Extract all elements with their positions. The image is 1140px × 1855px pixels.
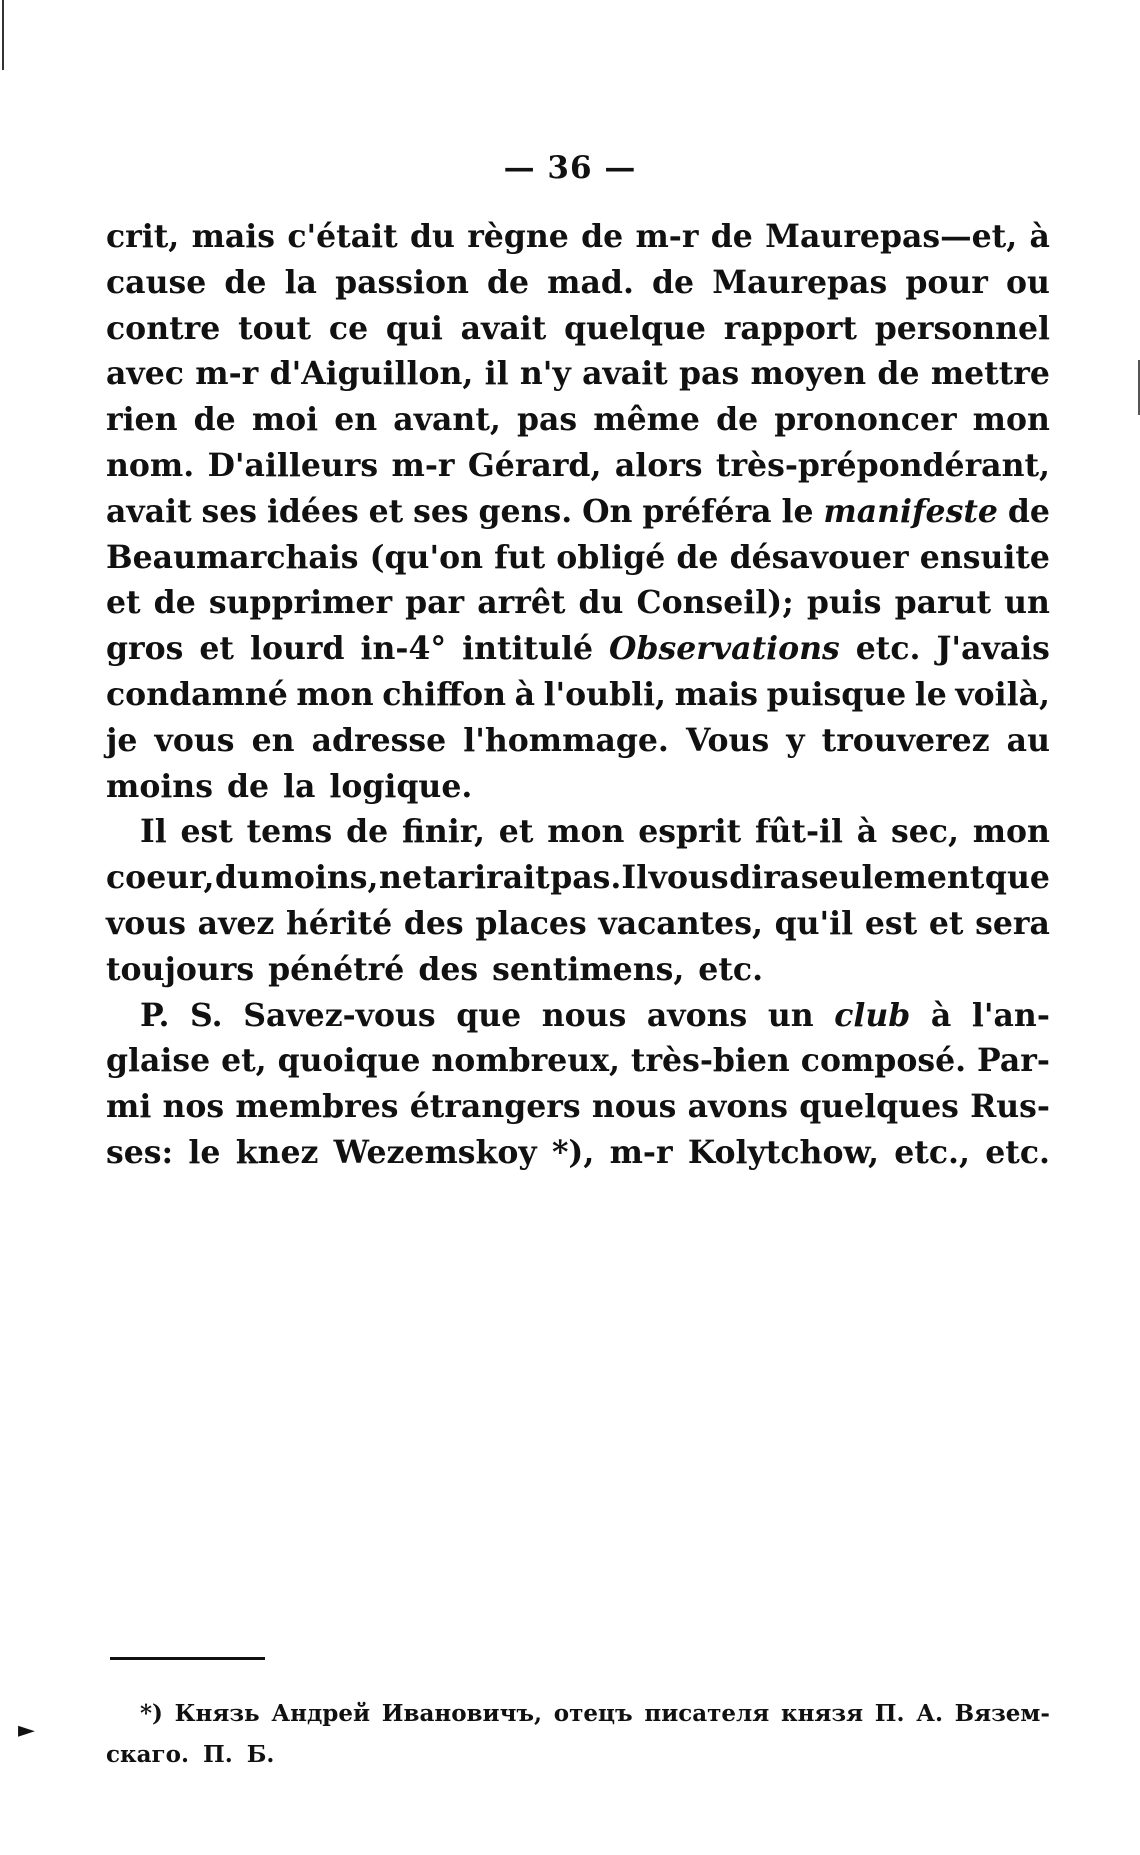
word: nos	[162, 1088, 225, 1126]
word: du	[578, 584, 624, 622]
word: писателя	[644, 1700, 770, 1727]
text-line	[106, 1084, 1050, 1130]
text-line	[106, 1130, 1050, 1176]
word: mad.	[547, 263, 634, 301]
word: membres	[235, 1088, 399, 1126]
word: et	[106, 584, 141, 622]
word: П.	[874, 1700, 905, 1727]
word: c'était	[287, 218, 398, 255]
word: étrangers	[409, 1088, 581, 1126]
footnote	[106, 1693, 1050, 1775]
word: ou	[1005, 263, 1050, 301]
word: ensuite	[919, 538, 1050, 576]
word: Maurepas—et,	[765, 218, 1018, 255]
word: Savez-vous	[243, 996, 436, 1034]
text-line	[106, 535, 1050, 581]
word: avons	[646, 996, 748, 1034]
word: et	[368, 492, 404, 530]
word: de	[193, 401, 236, 439]
word: nous	[541, 996, 627, 1034]
text-line	[106, 993, 1050, 1039]
word: des	[403, 904, 464, 942]
word: mais	[674, 675, 759, 713]
word: à	[930, 996, 952, 1034]
word: chiffon	[382, 675, 507, 713]
word: Ивановичъ,	[381, 1700, 543, 1727]
word: m-r	[391, 446, 455, 484]
text-line	[106, 901, 1050, 947]
word: places	[475, 904, 587, 942]
word: Vous	[685, 721, 770, 759]
word: sera	[975, 904, 1050, 942]
footnote-line	[106, 1693, 1050, 1734]
word: de	[676, 538, 719, 576]
word: mon	[296, 675, 374, 713]
text-line	[106, 855, 1050, 901]
letter-body-text	[106, 214, 1050, 1176]
word: Observations	[609, 630, 840, 668]
word: finir,	[401, 813, 485, 851]
word: contre	[106, 309, 221, 347]
word: Вязем-	[954, 1700, 1050, 1727]
word: gros	[106, 630, 184, 668]
word: glaise	[106, 1042, 211, 1080]
word: m-r	[635, 218, 699, 255]
word: la	[284, 263, 317, 301]
word: par	[405, 584, 465, 622]
word: knez	[235, 1133, 319, 1171]
word: gens.	[478, 492, 573, 530]
word: pas.Il	[550, 859, 649, 897]
word: de	[486, 263, 530, 301]
word: m-r	[609, 1133, 673, 1171]
word: avons	[687, 1088, 788, 1126]
word: lourd	[250, 630, 345, 668]
word: князя	[780, 1700, 864, 1727]
word: n'y	[519, 355, 571, 393]
word: et	[928, 904, 964, 942]
word: moins	[106, 767, 213, 805]
word: l'hommage.	[463, 721, 669, 759]
word: intitulé	[462, 630, 594, 668]
word: esprit	[638, 813, 742, 851]
word: vacantes,	[598, 904, 763, 942]
word: nom.	[106, 446, 195, 484]
word: et	[199, 630, 234, 668]
word: y	[786, 721, 805, 759]
word: du	[409, 218, 455, 255]
text-line	[106, 1038, 1050, 1084]
word: Il	[140, 813, 167, 851]
word: de	[346, 813, 389, 851]
text-line	[106, 306, 1050, 352]
word: l'an-	[971, 996, 1050, 1034]
text-line	[106, 443, 1050, 489]
word: Андрей	[271, 1700, 371, 1727]
word: D'ailleurs	[207, 446, 379, 484]
word: idées	[266, 492, 359, 530]
word: avant,	[393, 401, 501, 439]
text-line	[106, 260, 1050, 306]
word: pénétré	[268, 950, 405, 988]
word: vous	[106, 904, 186, 942]
word: obligé	[556, 538, 666, 576]
word: sentimens,	[492, 950, 685, 988]
margin-arrow-icon: ►	[18, 1718, 35, 1743]
word: qui	[385, 309, 443, 347]
word: J'avais	[936, 630, 1050, 668]
page-edge-mark	[2, 0, 4, 70]
word: ne	[379, 859, 422, 897]
page-number: — 36 —	[503, 150, 637, 186]
word: seulement	[800, 859, 985, 897]
word: au	[1006, 721, 1050, 759]
word: prononcer	[774, 401, 957, 439]
word: P.	[140, 996, 170, 1034]
word: rapport	[723, 309, 857, 347]
word: pas	[679, 355, 740, 393]
word: en	[251, 721, 295, 759]
word: in-4°	[360, 630, 447, 668]
word: avec	[106, 355, 184, 393]
word: personnel	[874, 309, 1050, 347]
word: Kolytchow,	[687, 1133, 879, 1171]
word: *),	[551, 1133, 595, 1171]
word: des	[418, 950, 479, 988]
word: alors	[614, 446, 703, 484]
word: le	[188, 1133, 221, 1171]
text-line	[106, 397, 1050, 443]
text-line	[106, 672, 1050, 718]
text-line	[106, 809, 1050, 855]
word: pas	[516, 401, 578, 439]
word: moins,	[260, 859, 379, 897]
word: de	[652, 263, 695, 301]
word: du	[215, 859, 260, 897]
text-line	[106, 626, 1050, 672]
word: parut	[894, 584, 992, 622]
word: *)	[140, 1700, 163, 1727]
word: Wezemskoy	[333, 1133, 537, 1171]
word: préféra	[642, 492, 772, 530]
word: le	[914, 675, 947, 713]
word: club	[834, 996, 911, 1034]
word: ce	[328, 309, 369, 347]
word: même	[593, 401, 700, 439]
footnote-rule	[110, 1657, 265, 1660]
word: que	[456, 996, 522, 1034]
word: pour	[905, 263, 988, 301]
word: et,	[221, 1042, 267, 1080]
word: tems	[246, 813, 333, 851]
word: de	[224, 263, 267, 301]
word: Beaumarchais	[106, 538, 359, 576]
word: de	[1007, 492, 1050, 530]
text-line	[106, 718, 1050, 764]
word: en	[334, 401, 378, 439]
word: скаго.	[106, 1741, 189, 1768]
word: dira	[729, 859, 801, 897]
word: moi	[251, 401, 319, 439]
word: puis	[806, 584, 882, 622]
word: il	[484, 355, 509, 393]
word: qu'il	[774, 904, 854, 942]
word: désavouer	[729, 538, 909, 576]
word: etc.,	[894, 1133, 970, 1171]
footnote-line	[106, 1734, 1050, 1775]
word: vous	[648, 859, 729, 897]
word: S.	[190, 996, 223, 1034]
word: tarirait	[422, 859, 550, 897]
word: ses:	[106, 1133, 174, 1171]
word: le	[781, 492, 814, 530]
word: un	[1004, 584, 1050, 622]
text-line	[106, 489, 1050, 535]
word: de	[716, 401, 759, 439]
word: logique.	[329, 767, 473, 805]
word: tout	[238, 309, 312, 347]
word: ses	[413, 492, 469, 530]
word: mon	[972, 813, 1050, 851]
text-line	[106, 580, 1050, 626]
word: mon	[972, 401, 1050, 439]
word: règne	[467, 218, 569, 255]
word: très-bien	[630, 1042, 790, 1080]
word: avait	[460, 309, 547, 347]
word: m-r	[195, 355, 259, 393]
word: coeur,	[106, 859, 215, 897]
word: manifeste	[823, 492, 998, 530]
word: de	[710, 218, 753, 255]
word: est	[180, 813, 233, 851]
word: sec,	[890, 813, 959, 851]
word: de	[877, 355, 920, 393]
word: passion	[335, 263, 469, 301]
word: П.	[202, 1741, 233, 1768]
word: ses	[201, 492, 258, 530]
word: quoique	[277, 1042, 421, 1080]
word: fut	[494, 538, 546, 576]
word: moyen	[750, 355, 867, 393]
text-line	[106, 947, 1050, 993]
word: que	[984, 859, 1050, 897]
word: avez	[197, 904, 275, 942]
word: trouverez	[821, 721, 990, 759]
word: hérité	[286, 904, 393, 942]
word: fût-il	[754, 813, 843, 851]
word: отецъ	[553, 1700, 633, 1727]
word: et	[498, 813, 534, 851]
word: d'Aiguillon,	[269, 355, 474, 393]
word: Conseil);	[636, 584, 794, 622]
word: etc.	[855, 630, 921, 668]
text-line	[106, 764, 1050, 810]
word: de	[153, 584, 196, 622]
word: de	[226, 767, 270, 805]
word: toujours	[106, 950, 255, 988]
word: quelques	[799, 1088, 959, 1126]
word: Par-	[977, 1042, 1050, 1080]
word: А.	[916, 1700, 943, 1727]
word: mettre	[930, 355, 1050, 393]
word: l'oubli,	[543, 675, 667, 713]
word: à	[856, 813, 878, 851]
word: Gérard,	[467, 446, 602, 484]
word: (qu'on	[369, 538, 484, 576]
word: Rus-	[970, 1088, 1050, 1126]
word: vous	[154, 721, 235, 759]
word: voilà,	[955, 675, 1050, 713]
word: un	[767, 996, 814, 1034]
word: Б.	[246, 1741, 275, 1768]
word: condamné	[106, 675, 288, 713]
text-line	[106, 214, 1050, 260]
word: arrêt	[477, 584, 566, 622]
word: très-prépondérant,	[715, 446, 1050, 484]
word: supprimer	[208, 584, 393, 622]
word: quelque	[564, 309, 706, 347]
word: de	[581, 218, 624, 255]
word: rien	[106, 401, 178, 439]
word: Maurepas	[712, 263, 888, 301]
word: Князь	[174, 1700, 260, 1727]
word: à	[1029, 218, 1050, 255]
text-line	[106, 351, 1050, 397]
word: mais	[191, 218, 276, 255]
word: la	[283, 767, 316, 805]
word: nous	[591, 1088, 677, 1126]
word: je	[106, 721, 138, 759]
word: mon	[547, 813, 625, 851]
word: avait	[582, 355, 668, 393]
word: cause	[106, 263, 207, 301]
word: etc.	[985, 1133, 1050, 1171]
word: crit,	[106, 218, 180, 255]
word: etc.	[698, 950, 764, 988]
word: est	[864, 904, 918, 942]
word: On	[582, 492, 633, 530]
word: à	[514, 675, 535, 713]
word: puisque	[766, 675, 907, 713]
word: adresse	[311, 721, 447, 759]
word: composé.	[800, 1042, 967, 1080]
word: mi	[106, 1088, 152, 1126]
word: avait	[106, 492, 192, 530]
word: nombreux,	[431, 1042, 620, 1080]
